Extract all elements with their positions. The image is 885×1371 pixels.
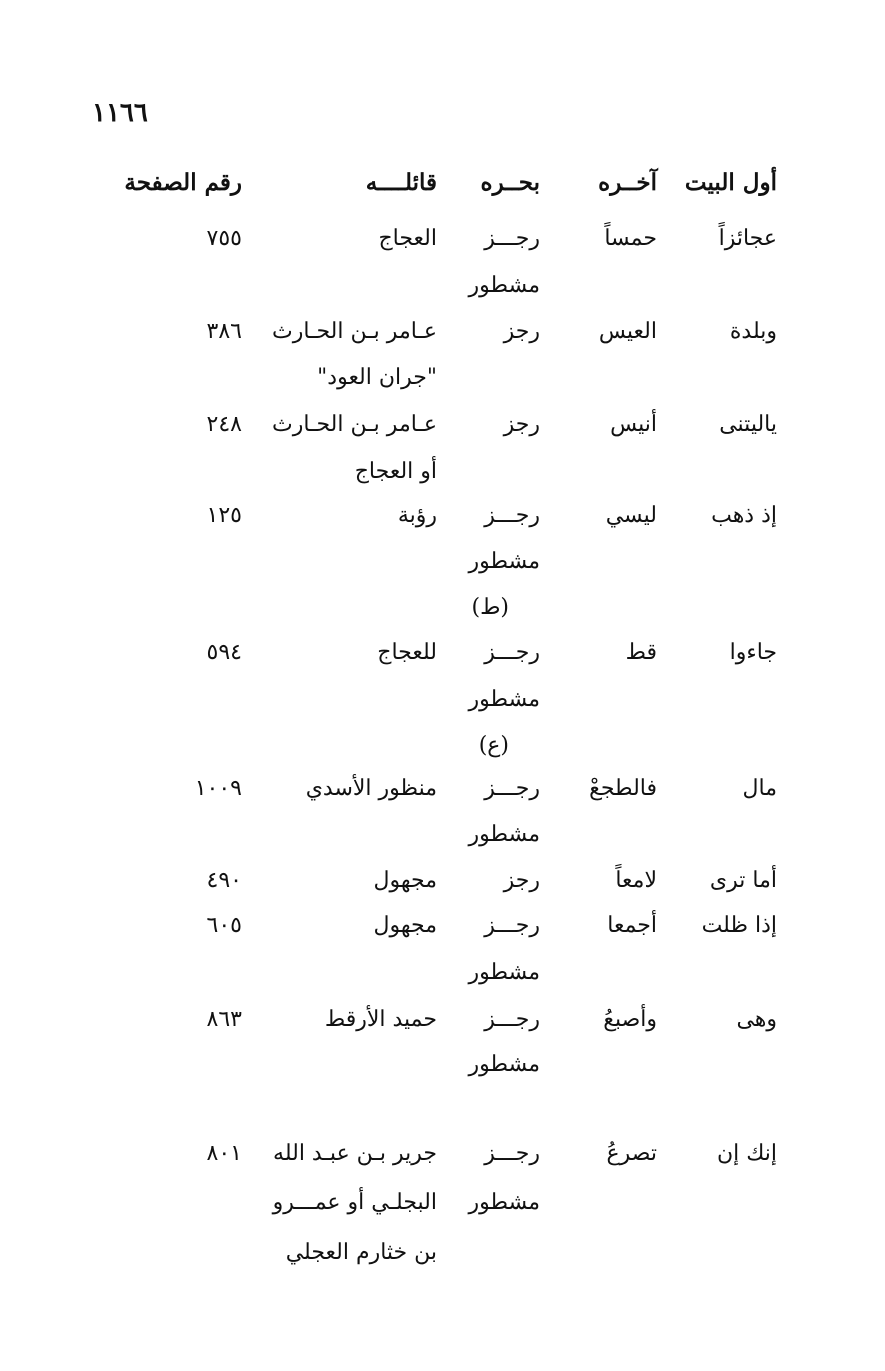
first-verse: جاءوا	[729, 640, 777, 665]
meter-qualifier: مشطور	[468, 273, 540, 298]
poet: مجهول	[373, 868, 437, 893]
table-row-continuation	[0, 953, 885, 993]
table-row	[0, 861, 885, 901]
meter: رجـــز	[484, 640, 540, 665]
table-row	[0, 633, 885, 673]
poet: منظور الأسدي	[305, 776, 437, 801]
meter: رجز	[503, 868, 540, 893]
section-letter	[0, 726, 885, 766]
page-ref: ٣٨٦	[206, 319, 242, 344]
last-word: فالطجعْ	[589, 776, 657, 801]
first-verse: إذا ظلت	[701, 913, 777, 938]
last-word: قط	[625, 640, 657, 665]
meter: رجز	[503, 412, 540, 437]
page-ref: ٤٩٠	[206, 868, 242, 893]
page-ref: ٨٠١	[206, 1141, 242, 1166]
meter-qualifier: مشطور	[468, 1190, 540, 1215]
table-row	[0, 906, 885, 946]
table-row-continuation	[0, 815, 885, 855]
meter: رجـــز	[484, 1141, 540, 1166]
first-verse: مال	[742, 776, 777, 801]
meter: رجـــز	[484, 1007, 540, 1032]
table-row-continuation	[0, 1233, 885, 1273]
table-row	[0, 405, 885, 445]
section-letter-text: (ع)	[478, 733, 509, 758]
last-word: تصرعُ	[606, 1141, 657, 1166]
meter-qualifier: مشطور	[468, 822, 540, 847]
table-row	[0, 1134, 885, 1174]
last-word: حمساً	[604, 226, 657, 251]
first-verse: وهى	[736, 1007, 777, 1032]
poet-continued: البجلـي أو عمـــرو	[272, 1190, 437, 1215]
first-verse: إذ ذهب	[711, 503, 777, 528]
first-verse: ياليتنى	[719, 412, 777, 437]
meter: رجـــز	[484, 776, 540, 801]
page-ref: ٥٩٤	[206, 640, 242, 665]
poet: جرير بـن عبـد الله	[273, 1141, 437, 1166]
table-row	[0, 769, 885, 809]
page-ref: ٧٥٥	[206, 226, 242, 251]
header-page: رقم الصفحة	[124, 169, 242, 196]
table-row-continuation	[0, 452, 885, 492]
page-ref: ١٠٠٩	[194, 776, 242, 801]
table-row-continuation	[0, 1045, 885, 1085]
meter: رجز	[503, 319, 540, 344]
poet: مجهول	[373, 913, 437, 938]
meter-qualifier: مشطور	[468, 687, 540, 712]
header-meter: بحــره	[480, 169, 540, 196]
table-row-continuation	[0, 1183, 885, 1223]
poet: رؤبة	[397, 503, 437, 528]
table-row-continuation	[0, 542, 885, 582]
poet: حميد الأرقط	[324, 1007, 437, 1032]
meter: رجـــز	[484, 503, 540, 528]
table-row	[0, 1000, 885, 1040]
last-word: أجمعا	[607, 913, 657, 938]
meter: رجـــز	[484, 913, 540, 938]
table-row	[0, 496, 885, 536]
poet: العجاج	[378, 226, 437, 251]
section-letter	[0, 588, 885, 628]
table-row-continuation	[0, 680, 885, 720]
first-verse: عجائزاً	[718, 226, 777, 251]
last-word: لامعاً	[615, 868, 657, 893]
table-row	[0, 219, 885, 259]
page-ref: ١٢٥	[206, 503, 242, 528]
section-letter-text: (ط)	[471, 595, 509, 620]
poet-continued: "جران العود"	[317, 365, 437, 390]
first-verse: إنك إن	[716, 1141, 777, 1166]
meter: رجـــز	[484, 226, 540, 251]
table-header	[0, 163, 885, 203]
meter-qualifier: مشطور	[468, 1052, 540, 1077]
last-word: أنيس	[610, 412, 657, 437]
table-row-continuation	[0, 358, 885, 398]
page-ref: ٦٠٥	[206, 913, 242, 938]
poet: للعجاج	[377, 640, 437, 665]
last-word: وأصبعُ	[603, 1007, 657, 1032]
table-row-continuation	[0, 266, 885, 306]
meter-qualifier: مشطور	[468, 549, 540, 574]
page-number: ١١٦٦	[92, 98, 148, 128]
meter-qualifier: مشطور	[468, 960, 540, 985]
poet-continued: بن خثارم العجلي	[285, 1240, 437, 1265]
table-row	[0, 312, 885, 352]
page-ref: ٨٦٣	[206, 1007, 242, 1032]
first-verse: أما ترى	[709, 868, 777, 893]
last-word: العيس	[598, 319, 657, 344]
poet: عـامر بـن الحـارث	[272, 319, 437, 344]
header-last-word: آخــره	[598, 169, 657, 196]
first-verse: وبلدة	[729, 319, 777, 344]
poet-continued: أو العجاج	[354, 459, 437, 484]
header-first-verse: أول البيت	[684, 169, 777, 196]
page-ref: ٢٤٨	[206, 412, 242, 437]
poet: عـامر بـن الحـارث	[272, 412, 437, 437]
header-poet: قائلــــه	[365, 169, 437, 196]
last-word: ليسي	[605, 503, 657, 528]
